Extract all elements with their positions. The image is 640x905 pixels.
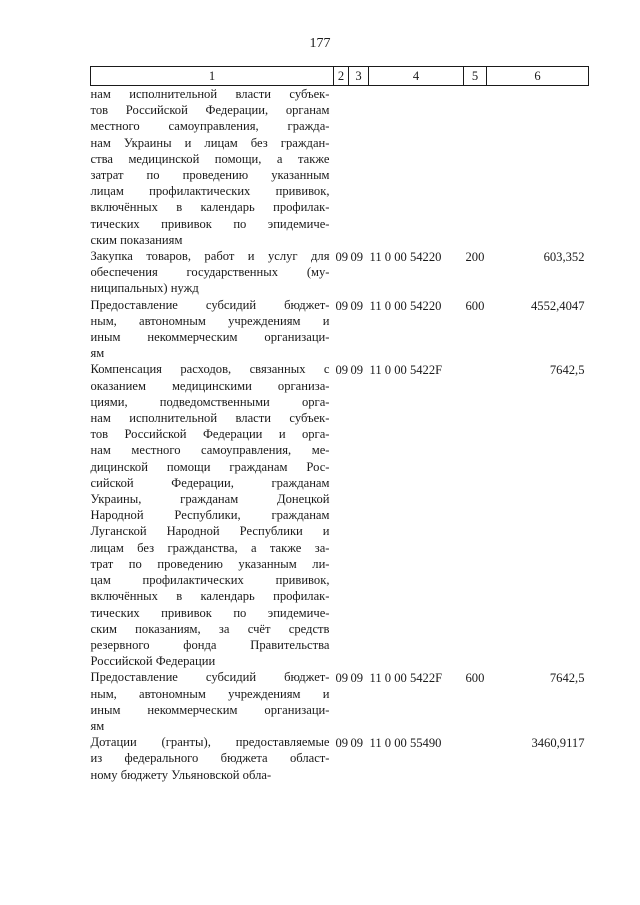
description-line: Компенсация расходов, связанных с [90, 362, 330, 377]
subsection-code: 09 [350, 363, 364, 378]
description-line: ниципальных) нужд [90, 281, 199, 296]
section-code: 09 [335, 298, 349, 313]
description-line: иным некоммерческим организаци- [90, 330, 330, 345]
description-line: Предоставление субсидий бюджет- [90, 297, 330, 312]
page-number: 177 [309, 36, 331, 51]
target-article-code: 11 0 00 54220 [369, 298, 442, 313]
description-line: включённых в календарь профилак- [90, 589, 330, 604]
description-line: ным, автономным учреждениям и [90, 313, 330, 328]
subsection-code: 09 [350, 671, 364, 686]
description-line: нам местного самоуправления, ме- [90, 443, 330, 458]
description-line: из федерального бюджета област- [90, 751, 330, 766]
amount-value: 7642,5 [549, 363, 585, 378]
description-line: сийской Федерации, гражданам [90, 475, 330, 490]
header-col-3: 3 [349, 67, 369, 86]
description-line: цам профилактических прививок, [90, 573, 330, 588]
description-line: Народной Республики, гражданам [90, 508, 330, 523]
expense-type-code [464, 734, 487, 783]
description-line: Луганской Народной Республики и [90, 524, 330, 539]
table-row [91, 669, 589, 734]
target-article-code: 11 0 00 5422F [369, 363, 443, 378]
description-line: тических прививок по эпидемиче- [90, 605, 330, 620]
header-col-5: 5 [464, 67, 487, 86]
description-line: нам исполнительной власти субъек- [90, 87, 330, 101]
target-article-code [369, 86, 464, 249]
row-description [91, 297, 334, 362]
row-description [91, 669, 334, 734]
header-col-1: 1 [91, 67, 334, 86]
description-line: ям [90, 346, 105, 361]
description-line: нам Украины и лицам без граждан- [90, 135, 330, 150]
description-line: местного самоуправления, гражда- [90, 119, 330, 134]
table-header [91, 67, 589, 86]
section-code: 09 [335, 250, 349, 265]
section-code: 09 [335, 363, 349, 378]
description-line: Предоставление субсидий бюджет- [90, 670, 330, 685]
description-line: иным некоммерческим организаци- [90, 702, 330, 717]
table-row [91, 297, 589, 362]
header-col-4: 4 [369, 67, 464, 86]
expense-type-code [464, 86, 487, 249]
expense-type-code: 600 [465, 671, 485, 686]
target-article-code: 11 0 00 55490 [369, 736, 442, 751]
table-row [91, 361, 589, 669]
amount-value: 603,352 [543, 250, 585, 265]
header-col-6: 6 [487, 67, 589, 86]
subsection-code: 09 [350, 250, 364, 265]
row-description [91, 361, 334, 669]
section-code [334, 86, 349, 249]
target-article-code: 11 0 00 5422F [369, 671, 443, 686]
description-line: оказанием медицинскими организа- [90, 378, 330, 393]
description-line: ным, автономным учреждениям и [90, 686, 330, 701]
description-line: лицам профилактических прививок, [90, 184, 330, 199]
expense-type-code: 200 [465, 250, 485, 265]
description-line: Закупка товаров, работ и услуг для [90, 249, 330, 264]
description-line: резервного фонда Правительства [90, 637, 330, 652]
section-code: 09 [335, 736, 349, 751]
description-line: ским показаниям [90, 232, 183, 247]
description-line: тов Российской Федерации и орга- [90, 427, 330, 442]
row-description [91, 734, 334, 783]
description-line: обеспечения государственных (му- [90, 265, 330, 280]
expense-type-code: 600 [465, 298, 485, 313]
description-line: тов Российской Федерации, органам [90, 103, 330, 118]
subsection-code [349, 86, 369, 249]
section-code: 09 [335, 671, 349, 686]
row-description [91, 248, 334, 297]
description-line: лицам без гражданства, а также за- [90, 540, 330, 555]
description-line: ства медицинской помощи, а также [90, 151, 330, 166]
description-line: включённых в календарь профилак- [90, 200, 330, 215]
description-line: нам исполнительной власти субъек- [90, 411, 330, 426]
table-row [91, 248, 589, 297]
description-line: Российской Федерации [90, 654, 216, 669]
expense-type-code [464, 361, 487, 669]
description-line: ским показаниям, за счёт средств [90, 621, 330, 636]
description-line: дицинской помощи гражданам Рос- [90, 459, 330, 474]
description-line: Украины, гражданам Донецкой [90, 492, 330, 507]
table-body [91, 86, 589, 783]
target-article-code: 11 0 00 54220 [369, 250, 442, 265]
description-line: затрат по проведению указанным [90, 168, 330, 183]
subsection-code: 09 [350, 736, 364, 751]
amount-value: 7642,5 [549, 671, 585, 686]
row-description [91, 86, 334, 249]
amount-value: 3460,9117 [531, 736, 585, 751]
subsection-code: 09 [350, 298, 364, 313]
description-line: трат по проведению указанным ли- [90, 556, 330, 571]
budget-table [90, 66, 589, 783]
amount-value [487, 86, 589, 249]
amount-value: 4552,4047 [530, 298, 585, 313]
description-line: тических прививок по эпидемиче- [90, 216, 330, 231]
description-line: ному бюджету Ульяновской обла- [90, 767, 272, 782]
description-line: циями, подведомственными орга- [90, 394, 330, 409]
table-row [91, 734, 589, 783]
description-line: Дотации (гранты), предоставляемые [90, 735, 330, 750]
description-line: ям [90, 718, 105, 733]
header-col-2: 2 [334, 67, 349, 86]
table-row [91, 86, 589, 249]
